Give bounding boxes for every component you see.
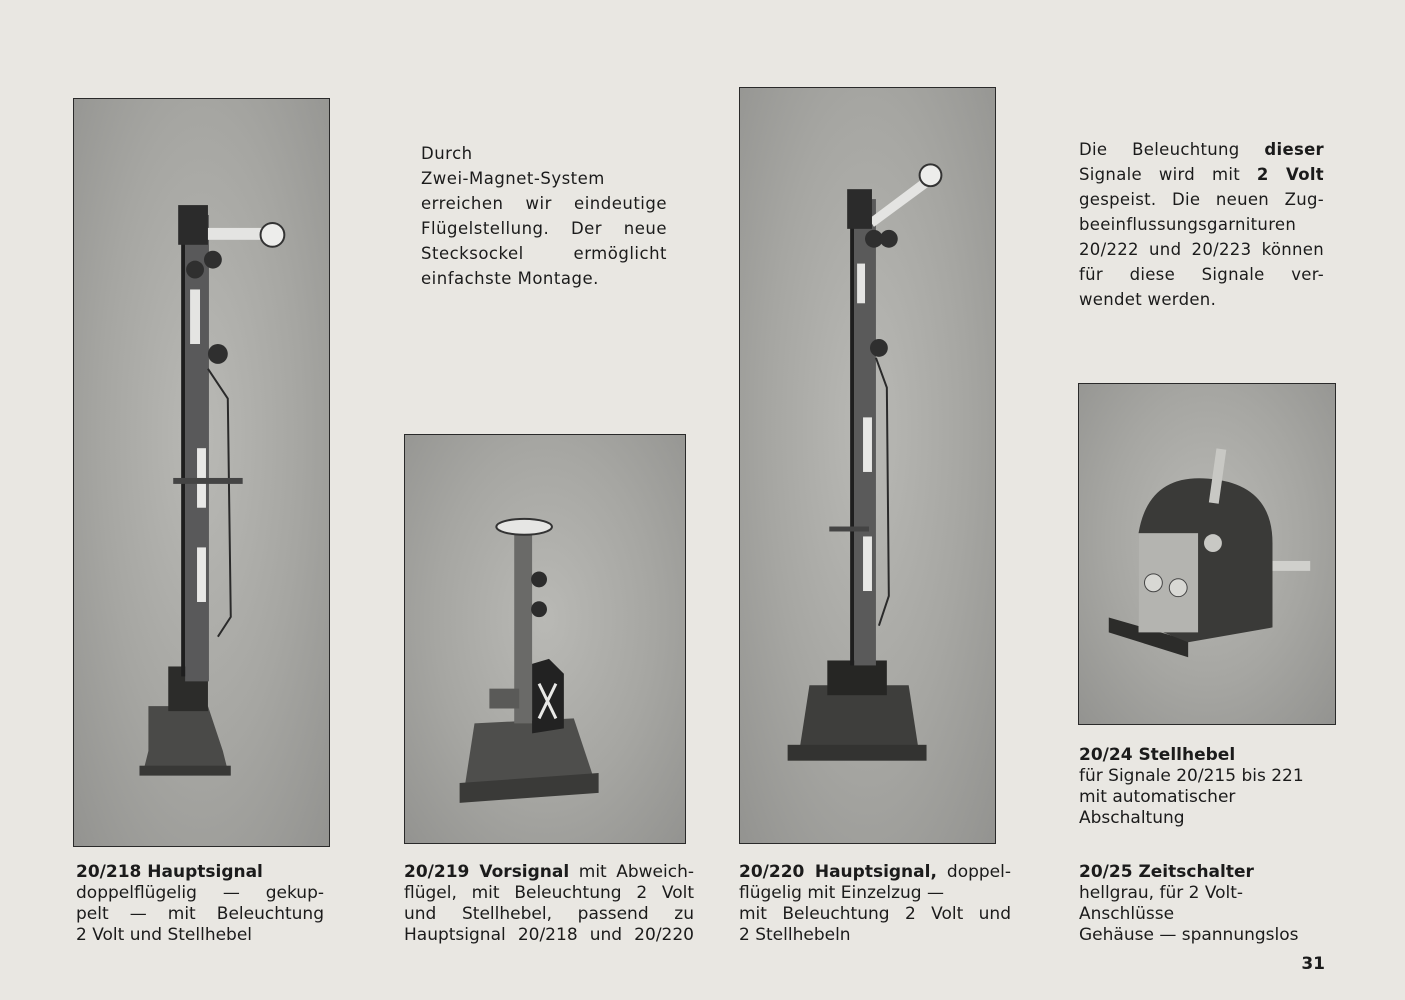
caption-20-24 (1079, 745, 1329, 829)
product-number: 20/218 Hauptsignal (76, 862, 263, 882)
product-number: 20/219 Vorsignal (404, 862, 570, 882)
lighting-line: wendet werden. (1079, 290, 1217, 309)
caption-line: 2 Stellhebeln (739, 925, 851, 945)
photo-hauptsignal-20-220 (739, 87, 996, 844)
caption-line: 2 Volt und Stellhebel (76, 925, 253, 945)
lighting-line: für diese Signale ver- (1079, 265, 1324, 284)
intro-paragraph (421, 141, 667, 291)
caption-line: doppelflügelig — gekup- (76, 883, 324, 903)
lighting-line: 20/222 und 20/223 können (1079, 240, 1324, 259)
lighting-line: Signale wird mit 2 Volt (1079, 165, 1324, 184)
caption-line: für Signale 20/215 bis 221 (1079, 766, 1304, 786)
caption-line: Abschaltung (1079, 808, 1185, 828)
signal-illustration (405, 435, 685, 843)
caption-line: Gehäuse — spannungslos (1079, 925, 1299, 945)
product-number: 20/220 Hauptsignal, (739, 862, 937, 882)
caption-20-220: 20/220 Hauptsignal, doppel- flügelig mit Einzelzug — mit Beleuchtung 2 Volt und 2 Stellhebeln (739, 862, 1011, 945)
lighting-line: Die Beleuchtung dieser (1079, 140, 1324, 159)
photo-zeitschalter-20-25 (1078, 383, 1336, 725)
product-number: 20/25 Zeitschalter (1079, 862, 1254, 882)
intro-line: Durch (421, 144, 473, 163)
intro-line: Stecksockel ermöglicht (421, 244, 667, 263)
intro-line: Flügelstellung. Der neue (421, 219, 667, 238)
caption-20-218 (76, 862, 324, 946)
caption-line: Hauptsignal 20/218 und 20/220 (404, 925, 694, 945)
lighting-line: beeinflussungsgarnituren (1079, 215, 1297, 234)
caption-line: Anschlüsse (1079, 904, 1175, 924)
caption-line: flügel, mit Beleuchtung 2 Volt (404, 883, 694, 903)
switch-illustration (1079, 384, 1335, 724)
caption-line: mit Beleuchtung 2 Volt und (739, 904, 1011, 924)
photo-hauptsignal-20-218 (73, 98, 330, 847)
caption-line: flügelig mit Einzelzug — (739, 883, 944, 903)
caption-line: pelt — mit Beleuchtung (76, 904, 324, 924)
signal-illustration (74, 99, 329, 846)
lighting-line: gespeist. Die neuen Zug- (1079, 190, 1324, 209)
photo-vorsignal-20-219 (404, 434, 686, 844)
product-number: 20/24 Stellhebel (1079, 745, 1236, 765)
page-number: 31 (1301, 954, 1325, 974)
signal-illustration (740, 88, 995, 843)
caption-line: hellgrau, für 2 Volt- (1079, 883, 1244, 903)
caption-20-25 (1079, 862, 1329, 946)
intro-line: einfachste Montage. (421, 269, 599, 288)
caption-line: und Stellhebel, passend zu (404, 904, 694, 924)
lighting-paragraph (1079, 137, 1324, 312)
intro-line: erreichen wir eindeutige (421, 194, 667, 213)
intro-line: Zwei-Magnet-System (421, 169, 605, 188)
caption-line: mit automatischer (1079, 787, 1236, 807)
caption-20-219: 20/219 Vorsignal mit Abweich- flügel, mit Beleuchtung 2 Volt und Stellhebel, passend zu Hauptsignal 20/218 und 20/220 (404, 862, 694, 945)
